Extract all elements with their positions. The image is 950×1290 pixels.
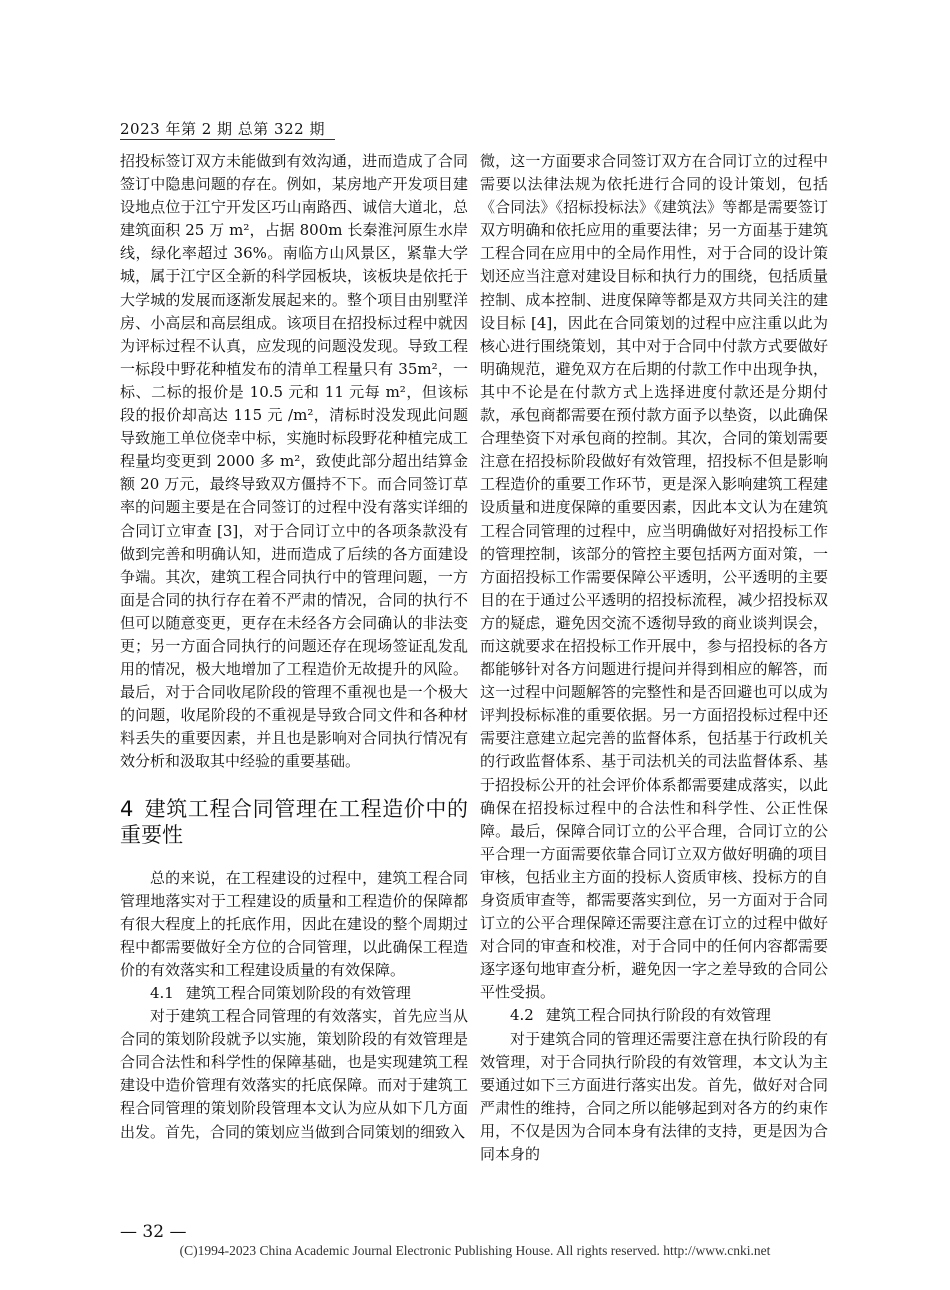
body-paragraph: 对于建筑合同的管理还需要注意在执行阶段的有效管理，对于合同执行阶段的有效管理，本文认为主要通过如下三方面进行落实出发。首先，做好对合同严肃性的维持，合同之所以能够起到对各方的约束作用，不仅是因为合同本身有法律的支持，更是因为合同本身的 [480, 1029, 828, 1164]
subsection-number: 4.1 [150, 984, 174, 1002]
subsection-heading [480, 1004, 828, 1027]
copyright-notice: (C)1994-2023 China Academic Journal Electronic Publishing House. All rights reserved. http://www.cnki.net [179, 1243, 771, 1258]
subsection-title: 建筑工程合同策划阶段的有效管理 [185, 984, 411, 1002]
section-title: 建筑工程合同管理在工程造价中的重要性 [120, 796, 468, 847]
journal-issue-header: 2023 年第 2 期 总第 322 期 [120, 120, 325, 138]
body-paragraph: 微，这一方面要求合同签订双方在合同订立的过程中需要以法律法规为依托进行合同的设计策划，包括《合同法》《招标投标法》《建筑法》等都是需要签订双方明确和依托应用的重要法律；另一方面基于建筑工程合同在应用中的全局作用性，对于合同的设计策划还应当注意对建设目标和执行力的围绕，包括质量控制、成本控制、进度保障等都是双方共同关注的建设目标 [4]，因此在合同策划的过程中应注重以此为核心进行围绕策划，其中对于合同中付款方式要做好明确规范，避免双方在后期的付款工作中出现争执，其中不论是在付款方式上选择进度付款还是分期付款，承包商都需要在预付款方面予以垫资，以此确保合理垫资下对承包商的控制。其次，合同的策划需要注意在招投标阶段做好有效管理，招投标不但是影响工程造价的重要工作环节，更是深入影响建筑工程建设质量和进度保障的重要因素，因此本文认为在建筑工程合同管理的过程中，应当明确做好对招投标工作的管理控制，该部分的管控主要包括两方面对策，一方面招投标工作需要保障公平透明，公平透明的主要目的在于通过公平透明的招投标流程，减少招投标双方的疑虑，避免因交流不透彻导致的商业谈判误会，而这就要求在招投标工作开展中，参与招投标的各方都能够针对各方问题进行提问并得到相应的解答，而这一过程中问题解答的完整性和是否回避也可以成为评判投标标准的重要依据。另一方面招投标过程中还需要注意建立起完善的监督体系，包括基于行政机关的行政监督体系、基于司法机关的司法监督体系、基于招投标公开的社会评价体系都需要建成落实，以此确保在招投标过程中的合法性和科学性、公正性保障。最后，保障合同订立的公平合理，合同订立的公平合理一方面需要依靠合同订立双方做好明确的项目审核，包括业主方面的投标人资质审核、投标方的自身资质审查等，都需要落实到位，另一方面对于合同订立的公平合理保障还需要注意在订立的过程中做好对合同的审查和校准，对于合同中的任何内容都需要逐字逐句地审查分析，避免因一字之差导致的合同公平性受损。 [480, 152, 828, 1002]
subsection-title: 建筑工程合同执行阶段的有效管理 [545, 1006, 771, 1025]
body-paragraph: 总的来说，在工程建设的过程中，建筑工程合同管理地落实对于工程建设的质量和工程造价的保障都有很大程度上的托底作用，因此在建设的整个周期过程中都需要做好全方位的合同管理，以此确保工程造价的有效落实和工程建设质量的有效保障。 [120, 868, 468, 979]
section-number: 4 [120, 796, 134, 821]
page-number: — 32 — [120, 1222, 187, 1242]
right-column [480, 150, 828, 1166]
body-paragraph: 招投标签订双方未能做到有效沟通，进而造成了合同签订中隐患问题的存在。例如，某房地产开发项目建设地点位于江宁开发区巧山南路西、诚信大道北，总建筑面积 25 万 m²，占据 800m 长秦淮河原生水岸线，绿化率超过 36%。南临方山风景区，紧靠大学城，属于江宁区全新的科学园板块，该板块是依托于大学城的发展而逐渐发展起来的。整个项目由别墅洋房、小高层和高层组成。该项目在招投标过程中就因为评标过程不认真，应发现的问题没发现。导致工程一标段中野花种植发布的清单工程量只有 35m²，一标、二标的报价是 10.5 元和 11 元每 m²，但该标段的报价却高达 115 元 /m²，清标时没发现此问题导致施工单位侥幸中标，实施时标段野花种植完成工程量均变更到 2000 多 m²，致使此部分超出结算金额 20 万元，最终导致双方僵持不下。而合同签订草率的问题主要是在合同签订的过程中没有落实详细的合同订立审查 [3]，对于合同订立中的各项条款没有做到完善和明确认知，进而造成了后续的各方面建设争端。其次，建筑工程合同执行中的管理问题，一方面是合同的执行存在着不严肃的情况，合同的执行不但可以随意变更，更存在未经各方会同确认的非法变更；另一方面合同执行的问题还存在现场签证乱发乱用的情况，极大地增加了工程造价无故提升的风险。最后，对于合同收尾阶段的管理不重视也是一个极大的问题，收尾阶段的不重视是导致合同文件和各种材料丢失的重要因素，并且也是影响对合同执行情况有效分析和汲取其中经验的重要基础。 [120, 152, 468, 771]
section-heading [120, 796, 468, 848]
subsection-number: 4.2 [510, 1006, 534, 1025]
left-column [120, 150, 468, 1144]
body-paragraph: 对于建筑工程合同管理的有效落实，首先应当从合同的策划阶段就予以实施，策划阶段的有效管理是合同合法性和科学性的保障基础，也是实现建筑工程建设中造价管理有效落实的托底保障。而对于建筑工程合同管理的策划阶段管理本文认为应从如下几方面出发。首先，合同的策划应当做到合同策划的细致入 [120, 1007, 468, 1141]
header-rule [120, 139, 335, 140]
subsection-heading [120, 982, 468, 1005]
